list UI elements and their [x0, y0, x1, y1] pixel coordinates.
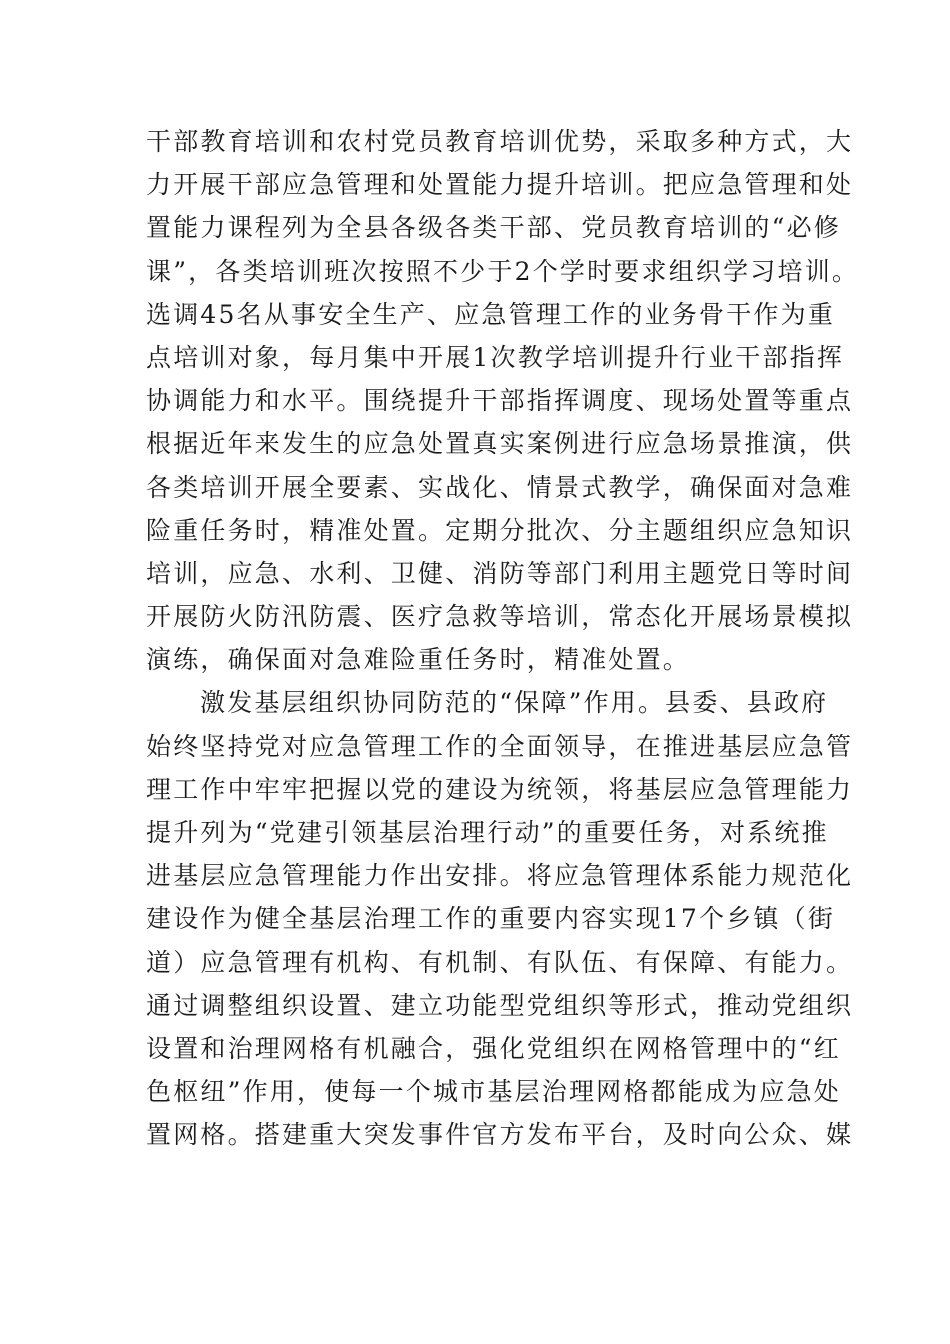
text-line: 建设作为健全基层治理工作的重要内容实现17个乡镇（街: [146, 904, 836, 934]
text-line: 力开展干部应急管理和处置能力提升培训。把应急管理和处: [146, 170, 854, 200]
text-line: 演练，确保面对急难险重任务时，精准处置。: [146, 645, 691, 675]
text-line: 根据近年来发生的应急处置真实案例进行应急场景推演，供: [146, 429, 854, 459]
body-text: [146, 120, 860, 1157]
text-line: 色枢纽”作用，使每一个城市基层治理网格都能成为应急处: [146, 1077, 841, 1107]
text-line: 点培训对象，每月集中开展1次教学培训提升行业干部指挥: [146, 342, 845, 372]
text-line: 开展防火防汛防震、医疗急救等培训，常态化开展场景模拟: [146, 602, 854, 632]
text-line: 理工作中牢牢把握以党的建设为统领，将基层应急管理能力: [146, 774, 854, 804]
text-line: 干部教育培训和农村党员教育培训优势，采取多种方式，大: [146, 127, 854, 156]
text-line: 道）应急管理有机构、有机制、有队伍、有保障、有能力。: [146, 947, 854, 977]
text-line: 培训，应急、水利、卫健、消防等部门利用主题党日等时间: [146, 558, 854, 588]
text-line: 险重任务时，精准处置。定期分批次、分主题组织应急知识: [146, 515, 854, 545]
text-line: 始终坚持党对应急管理工作的全面领导，在推进基层应急管: [146, 731, 854, 761]
text-line: 课”，各类培训班次按照不少于2个学时要求组织学习培训。: [146, 256, 860, 286]
text-line: 通过调整组织设置、建立功能型党组织等形式，推动党组织: [146, 990, 854, 1020]
text-line: 进基层应急管理能力作出安排。将应急管理体系能力规范化: [146, 861, 854, 891]
text-line: 提升列为“党建引领基层治理行动”的重要任务，对系统推: [146, 818, 829, 847]
text-line: 选调45名从事安全生产、应急管理工作的业务骨干作为重: [146, 299, 836, 329]
text-line: 置网格。搭建重大突发事件官方发布平台，及时向公众、媒: [146, 1120, 854, 1150]
text-line: 协调能力和水平。围绕提升干部指挥调度、现场处置等重点: [146, 386, 854, 416]
text-line: 各类培训开展全要素、实战化、情景式教学，确保面对急难: [146, 472, 854, 502]
text-line: 设置和治理网格有机融合，强化党组织在网格管理中的“红: [146, 1033, 841, 1063]
paragraph-start-line: 激发基层组织协同防范的“保障”作用。县委、县政府: [200, 688, 829, 718]
text-line: 置能力课程列为全县各级各类干部、党员教育培训的“必修: [146, 213, 841, 243]
